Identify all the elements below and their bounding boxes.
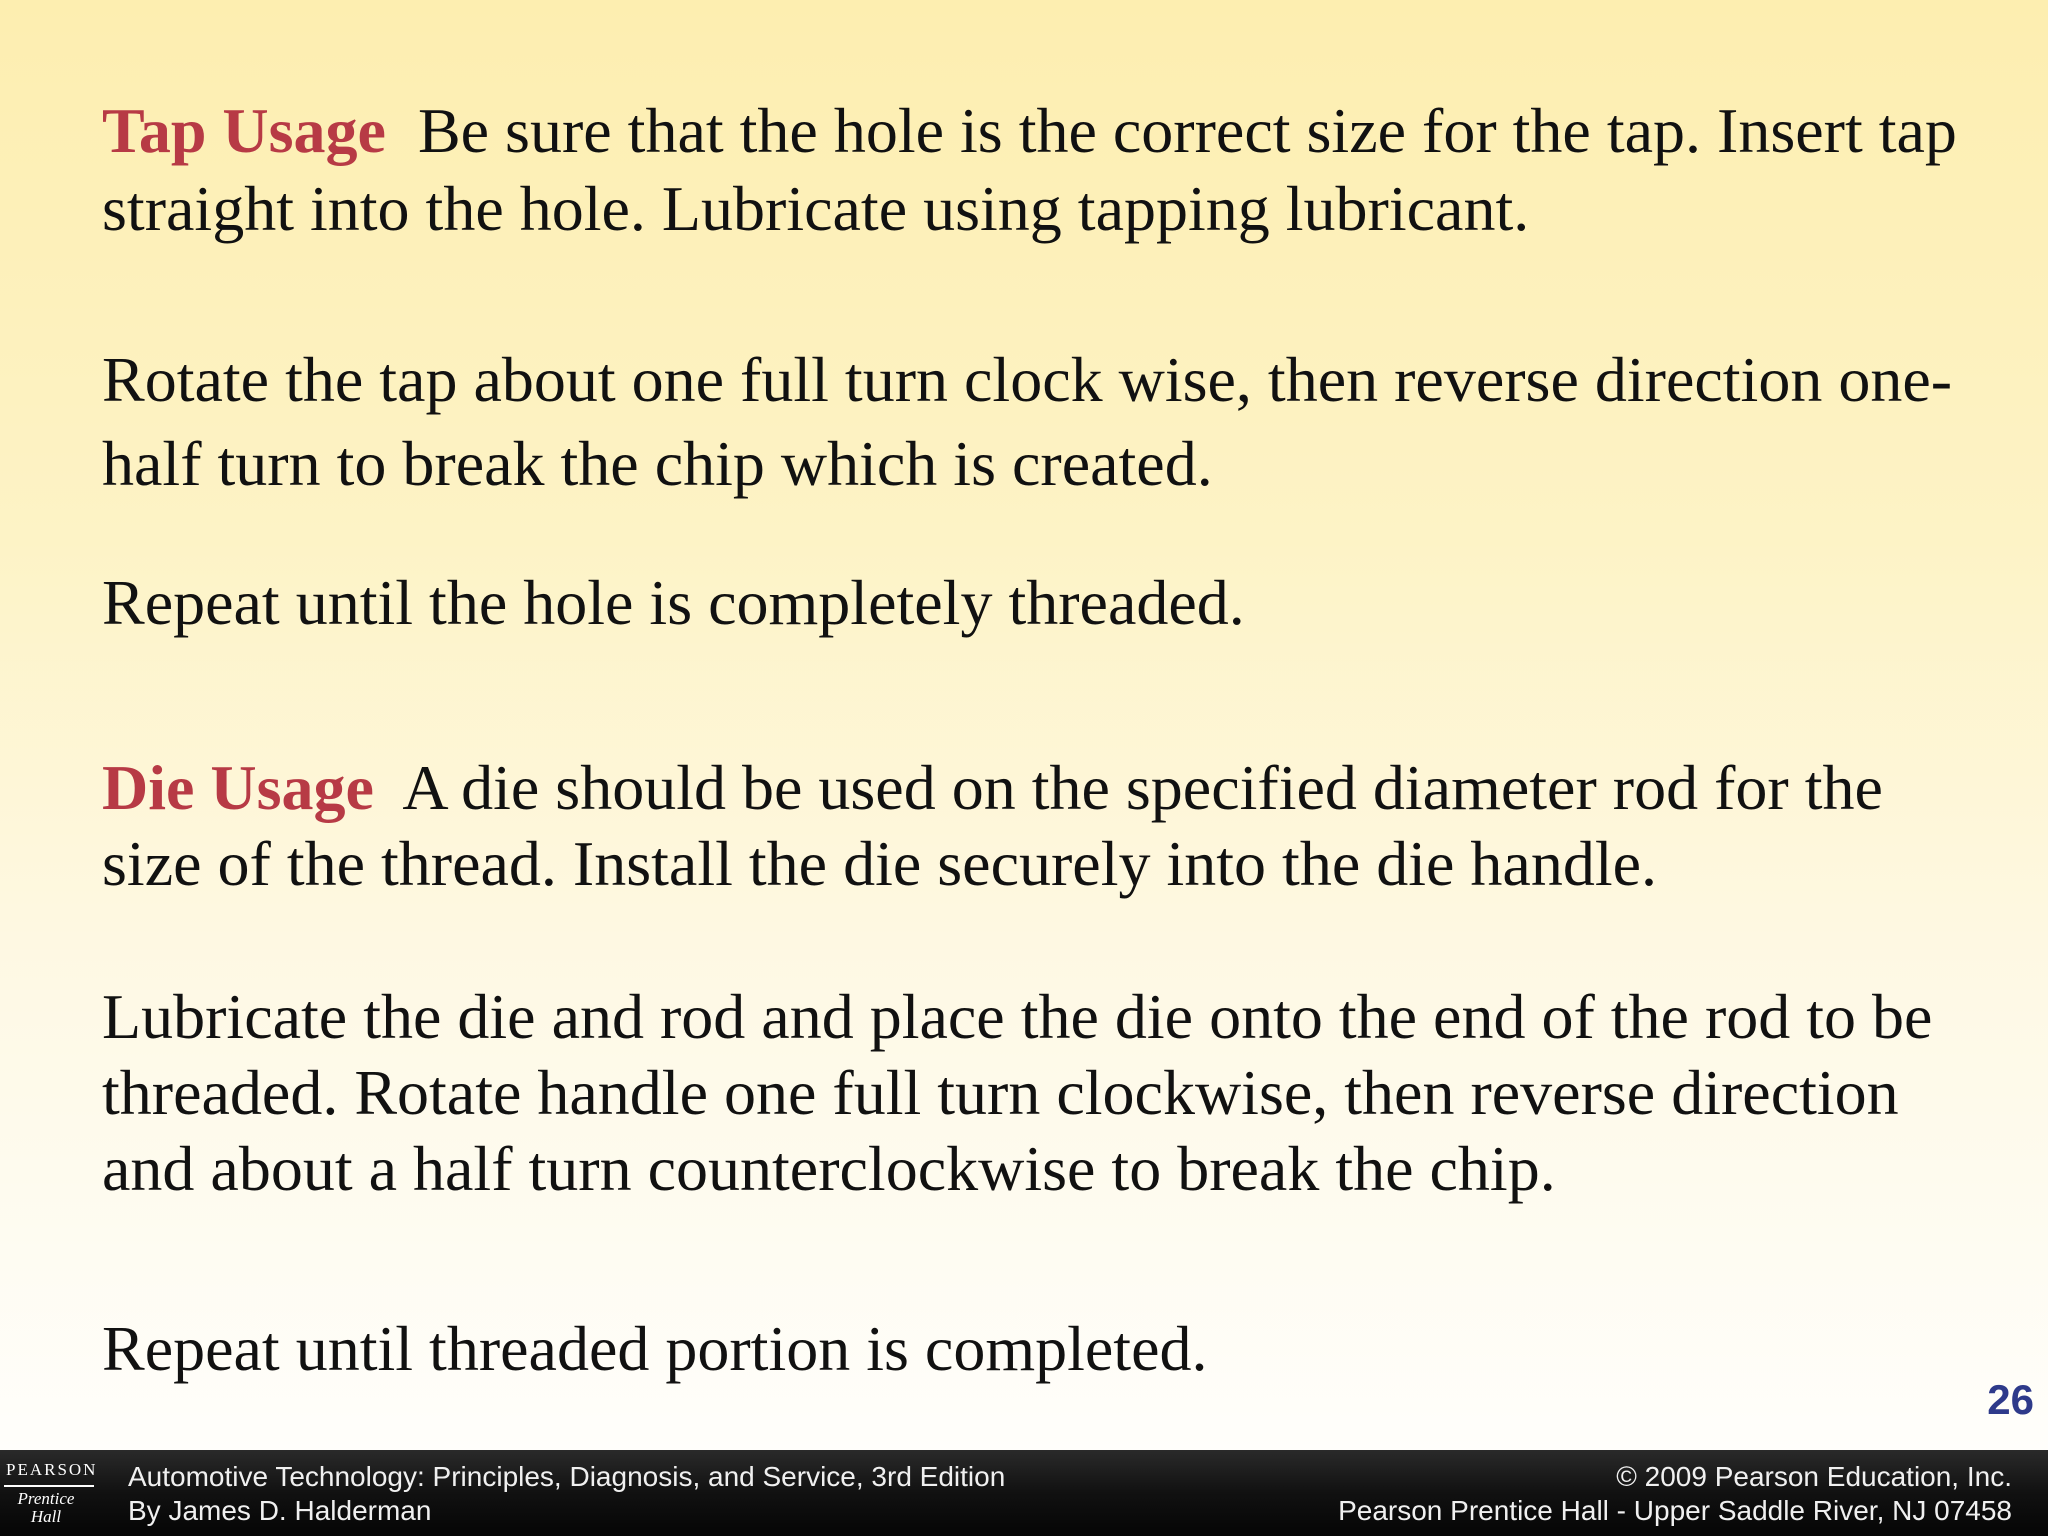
tap-repeat-paragraph: Repeat until the hole is completely threaded. xyxy=(102,567,1245,638)
tap-usage-paragraph xyxy=(102,92,1982,248)
publisher: Pearson Prentice Hall - Upper Saddle River, NJ 07458 xyxy=(1338,1495,2012,1526)
author: By James D. Halderman xyxy=(128,1495,432,1526)
logo-imprint: Prentice Hall xyxy=(17,1489,75,1526)
book-title: Automotive Technology: Principles, Diagnosis, and Service, 3rd Edition xyxy=(128,1461,1006,1492)
page-number: 26 xyxy=(1987,1376,2034,1423)
copyright: © 2009 Pearson Education, Inc. xyxy=(1616,1461,2012,1492)
footer-bar xyxy=(0,1450,2048,1536)
pearson-logo xyxy=(0,1450,108,1536)
footer-book-info xyxy=(128,1460,1005,1528)
footer-publisher-info xyxy=(1338,1460,2012,1528)
tap-usage-heading: Tap Usage xyxy=(102,95,386,166)
die-repeat-paragraph: Repeat until threaded portion is completed. xyxy=(102,1313,1208,1384)
die-usage-text: A die should be used on the specified diameter rod for the size of the thread. Install the die securely into the die handle. xyxy=(102,752,1883,899)
die-lubricate-paragraph: Lubricate the die and rod and place the die onto the end of the rod to be threaded. Rotate handle one full turn clockwise, then reverse direction and about a half turn counterclockwise to break the chip. xyxy=(102,981,1933,1204)
die-usage-paragraph xyxy=(102,750,1982,902)
die-usage-heading: Die Usage xyxy=(102,752,374,823)
tap-usage-text: Be sure that the hole is the correct size for the tap. Insert tap straight into the hole. Lubricate using tapping lubricant. xyxy=(102,95,1957,244)
logo-divider xyxy=(4,1485,94,1487)
tap-rotate-paragraph: Rotate the tap about one full turn clock wise, then reverse direction one-half turn to break the chip which is created. xyxy=(102,344,1953,499)
logo-wordmark: PEARSON xyxy=(6,1460,98,1479)
